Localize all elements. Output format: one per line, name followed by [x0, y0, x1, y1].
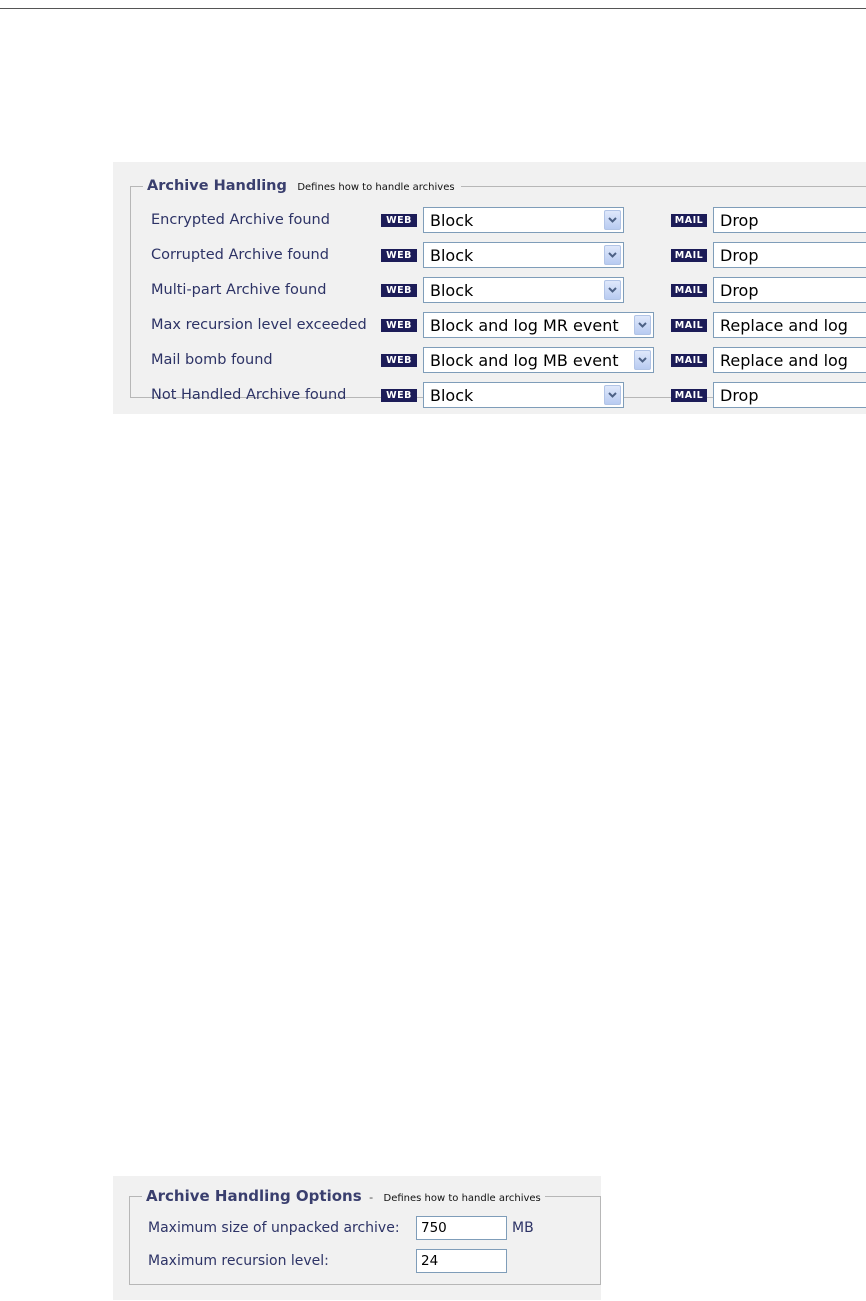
max-recursion-row: [130, 1249, 601, 1273]
mail-action-select[interactable]: [713, 242, 866, 268]
archive-handling-description: Defines how to handle archives: [297, 182, 455, 193]
rule-row-corrupted: [131, 242, 866, 270]
mail-action-value: Drop: [720, 246, 759, 265]
rule-label: Mail bomb found: [151, 352, 273, 368]
web-action-select[interactable]: [423, 347, 654, 373]
mail-action-value: Replace and log: [720, 351, 848, 370]
archive-options-panel: [113, 1176, 601, 1300]
rule-row-not-handled: [131, 382, 866, 410]
chevron-down-icon[interactable]: [634, 350, 651, 370]
max-size-row: [130, 1216, 601, 1240]
rule-row-max-recursion: [131, 312, 866, 340]
max-recursion-label: Maximum recursion level:: [148, 1253, 329, 1269]
web-action-value: Block and log MR event: [430, 316, 619, 335]
web-badge: WEB: [381, 389, 417, 402]
mail-action-select[interactable]: [713, 312, 866, 338]
web-action-value: Block: [430, 211, 474, 230]
rule-row-mail-bomb: [131, 347, 866, 375]
chevron-down-icon[interactable]: [604, 385, 621, 405]
mail-badge: MAIL: [671, 354, 707, 367]
mail-badge: MAIL: [671, 214, 707, 227]
archive-options-fieldset: [129, 1187, 601, 1285]
web-badge: WEB: [381, 354, 417, 367]
archive-options-title: Archive Handling Options: [146, 1187, 362, 1205]
mail-badge: MAIL: [671, 284, 707, 297]
rule-row-multipart: [131, 277, 866, 305]
web-action-value: Block: [430, 386, 474, 405]
rule-label: Max recursion level exceeded: [151, 317, 367, 333]
chevron-down-icon[interactable]: [604, 210, 621, 230]
archive-handling-panel: [113, 162, 866, 414]
archive-handling-legend: [143, 176, 461, 198]
rule-label: Not Handled Archive found: [151, 387, 347, 403]
mail-action-value: Drop: [720, 211, 759, 230]
web-action-value: Block and log MB event: [430, 351, 619, 370]
legend-separator: -: [369, 1190, 374, 1204]
max-recursion-input[interactable]: 24: [416, 1249, 507, 1273]
rule-label: Multi-part Archive found: [151, 282, 327, 298]
web-badge: WEB: [381, 284, 417, 297]
max-size-input[interactable]: 750: [416, 1216, 507, 1240]
max-size-unit: MB: [512, 1220, 534, 1236]
mail-action-value: Drop: [720, 281, 759, 300]
top-divider: [0, 8, 866, 9]
chevron-down-icon[interactable]: [604, 280, 621, 300]
mail-badge: MAIL: [671, 319, 707, 332]
web-badge: WEB: [381, 319, 417, 332]
chevron-down-icon[interactable]: [634, 315, 651, 335]
rule-label: Encrypted Archive found: [151, 212, 330, 228]
web-action-select[interactable]: [423, 207, 624, 233]
web-action-select[interactable]: [423, 242, 624, 268]
web-badge: WEB: [381, 249, 417, 262]
web-action-select[interactable]: [423, 382, 624, 408]
web-action-select[interactable]: [423, 312, 654, 338]
archive-options-description: Defines how to handle archives: [383, 1193, 541, 1204]
mail-action-select[interactable]: [713, 347, 866, 373]
chevron-down-icon[interactable]: [604, 245, 621, 265]
archive-options-legend: [142, 1186, 545, 1209]
mail-badge: MAIL: [671, 389, 707, 402]
archive-handling-title: Archive Handling: [147, 178, 287, 194]
web-action-value: Block: [430, 246, 474, 265]
web-badge: WEB: [381, 214, 417, 227]
archive-handling-fieldset: [130, 178, 866, 405]
mail-action-select[interactable]: [713, 277, 866, 303]
mail-badge: MAIL: [671, 249, 707, 262]
mail-action-select[interactable]: [713, 382, 866, 408]
mail-action-value: Drop: [720, 386, 759, 405]
mail-action-select[interactable]: [713, 207, 866, 233]
mail-action-value: Replace and log: [720, 316, 848, 335]
rule-row-encrypted: [131, 207, 866, 235]
web-action-value: Block: [430, 281, 474, 300]
rule-label: Corrupted Archive found: [151, 247, 329, 263]
max-size-label: Maximum size of unpacked archive:: [148, 1220, 400, 1236]
web-action-select[interactable]: [423, 277, 624, 303]
